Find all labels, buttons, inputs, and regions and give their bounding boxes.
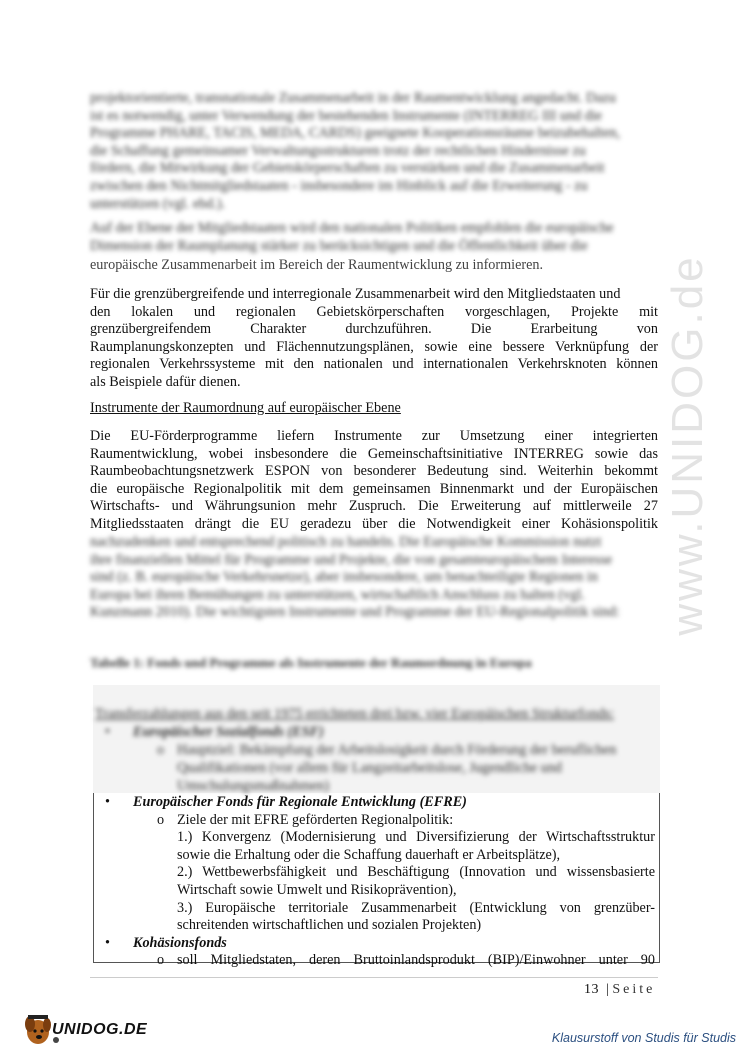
footer-tagline: Klausurstoff von Studis für Studis (551, 1031, 736, 1045)
dog-eye-icon (33, 1029, 36, 1032)
blurred-paragraph-3-tail (90, 534, 658, 622)
efre-label: Europäischer Fonds für Regionale Entwicklung (EFRE) (133, 794, 467, 810)
bullet-icon: • (105, 724, 110, 740)
text-line: als Beispiele dafür dienen. (90, 373, 241, 390)
page-number (584, 982, 655, 998)
kohaesion-sub-text: soll Mitgliedstaten, deren Bruttoinlandsprodukt (BIP)/Einwohner unter 90 (177, 952, 655, 969)
text-line: sind (z. B. europäische Verkehrsnetze), aber insbesondere, um benachteiligte Regionen in (90, 569, 598, 586)
circle-bullet-icon: o (157, 811, 165, 828)
dog-eye-icon (40, 1029, 43, 1032)
text-line: nachzudenken und entsprechend politisch zu handeln. Die Europäische Kommission nutzt (90, 534, 602, 550)
text-line: Dimension der Raumplanung stärker zu berücksichtigen und die Öffentlichkeit über die (90, 237, 588, 254)
text-line: die europäische Regionalpolitik mit dem gemeinsamen Binnenmarkt und der Europäischen (90, 480, 658, 497)
esf-label: Europäischer Sozialfonds (ESF) (133, 724, 324, 740)
bullet-icon: • (105, 794, 110, 810)
text-line: Programme PHARE, TACIS, MEDA, CARDS) geeignete Kooperationsräume beizubehalten, (90, 125, 621, 142)
page-footer-rule (90, 977, 658, 978)
text-line: Europa bei ihren Bemühungen zu unterstützen, wirtschaftlich Anschluss zu halten (vgl. (90, 586, 585, 603)
dog-nose-icon (36, 1035, 42, 1039)
text-line: ist es notwendig, unter Verwendung der bestehenden Instrumente (INTERREG III und die (90, 107, 602, 124)
text-line: Die EU-Förderprogramme liefern Instrumente zur Umsetzung einer integrierten (90, 428, 658, 444)
blurred-box-content (95, 690, 655, 794)
text-line: Umschulungsmaßnahmen) (177, 778, 330, 794)
paragraph-cross-border (90, 286, 658, 392)
text-line: unterstützen (vgl. ebd.). (90, 195, 226, 212)
dog-ear-icon (43, 1018, 51, 1032)
goal-2-line-1: 2.) Wettbewerbsfähigkeit und Beschäftigung (Innovation und wissensbasierte (177, 864, 655, 881)
text-line: Hauptziel: Bekämpfung der Arbeitslosigkeit durch Förderung der beruflichen (177, 742, 617, 758)
circle-bullet-icon: o (157, 952, 165, 969)
text-line: die Schaffung gemeinsamer Verwaltungsstrukturen trotz der rechtlichen Hindernisse zu (90, 142, 586, 159)
goal-3-line-1: 3.) Europäische territoriale Zusammenarbeit (Entwicklung von grenzüber- (177, 899, 655, 916)
circle-bullet-icon: o (157, 742, 165, 758)
text-line: ihre finanziellen Mittel für Programme und Projekte, die von gesamteuropäischem Interesse (90, 551, 613, 568)
page-separator: | (606, 982, 610, 997)
box-intro: Transferzahlungen aus den seit 1975 errichteten drei bzw. vier Europäischen Strukturfonds: (95, 706, 615, 722)
efre-goals-label: Ziele der mit EFRE geförderten Regionalpolitik: (177, 811, 454, 828)
bullet-icon: • (105, 934, 110, 951)
text-line: fördern, die Mitwirkung der Gebietskörperschaften zu verstärken und die Zusammenarbeit (90, 160, 605, 177)
blurred-paragraph-2 (90, 220, 658, 255)
table-title: Tabelle 1: Fonds und Programme als Instrumente der Raumordnung in Europa (90, 655, 532, 670)
goal-2-line-2: Wirtschaft sowie Umwelt und Risikoprävention), (177, 882, 457, 898)
text-line: den lokalen und regionalen Gebietskörperschaften vorgeschlagen, Projekte mit (90, 303, 658, 320)
goal-1-line-2: sowie die Erhaltung oder die Schaffung dauerhaft er Arbeitsplätze), (177, 846, 561, 863)
text-line: europäische Zusammenarbeit im Bereich der Raumentwicklung zu informieren. (90, 257, 544, 273)
paragraph-2-tail (90, 257, 658, 275)
text-line: Raumbeobachtungsnetzwerk ESPON von besonderer Bedeutung sind. Weiterhin bekommt (90, 463, 658, 480)
text-line: Qualifikationen (vor allem für Langzeitarbeitslose, Jugendliche und (177, 760, 562, 776)
text-line: Mitgliedsstaaten drängt die EU geradezu über die Notwendigkeit einer Kohäsionspolitik (90, 515, 658, 532)
text-line: Raumplanungskonzepten und Flächennutzungsplänen, sowie eine bessere Verknüpfung der (90, 338, 658, 355)
efre-section (105, 794, 655, 964)
text-line: Für die grenzübergreifende und interregionale Zusammenarbeit wird den Mitgliedstaaten und (90, 286, 621, 302)
logo-text: UNIDOG.DE (52, 1021, 148, 1038)
mortarboard-icon (28, 1015, 48, 1019)
text-line: Wirtschafts- und Währungsunion mehr Zuspruch. Die Erweiterung auf mittlerweile 27 (90, 498, 658, 515)
kohaesion-label: Kohäsionsfonds (133, 934, 227, 951)
blurred-paragraph-1 (90, 90, 658, 213)
section-heading: Instrumente der Raumordnung auf europäischer Ebene (90, 400, 401, 416)
text-line: projektorientierte, transnationale Zusammenarbeit in der Raumentwicklung angedacht. Dazu (90, 90, 616, 106)
watermark: www.UNIDOG.de (663, 254, 712, 636)
paragraph-instruments (90, 428, 658, 534)
goal-1-line-1: 1.) Konvergenz (Modernisierung und Diversifizierung der Wirtschaftsstruktur (177, 829, 655, 846)
text-line: grenzübergreifendem Charakter durchzuführen. Die Erarbeitung von (90, 321, 658, 338)
text-line: zwischen den Nichtmitgliedstaaten - insbesondere im Hinblick auf die Erweiterung - zu (90, 177, 588, 194)
kohaesion-sub (105, 952, 655, 970)
page-word: Seite (612, 982, 656, 997)
text-line: Kunzmann 2010). Die wichtigsten Instrumente und Programme der EU-Regionalpolitik sind: (90, 604, 620, 621)
text-line: Auf der Ebene der Mitgliedstaaten wird den nationalen Politiken empfohlen die europäische (90, 220, 614, 236)
text-line: Raumentwicklung, wobei insbesondere die Gemeinschaftsinitiative INTERREG sowie das (90, 445, 658, 462)
goal-3-line-2: schreitenden wirtschaftlichen und sozialen Projekten) (177, 917, 482, 934)
page-number-value: 13 (584, 982, 599, 997)
text-line: regionalen Verkehrssysteme mit den nationalen und internationalen Verkehrsknoten können (90, 356, 658, 373)
